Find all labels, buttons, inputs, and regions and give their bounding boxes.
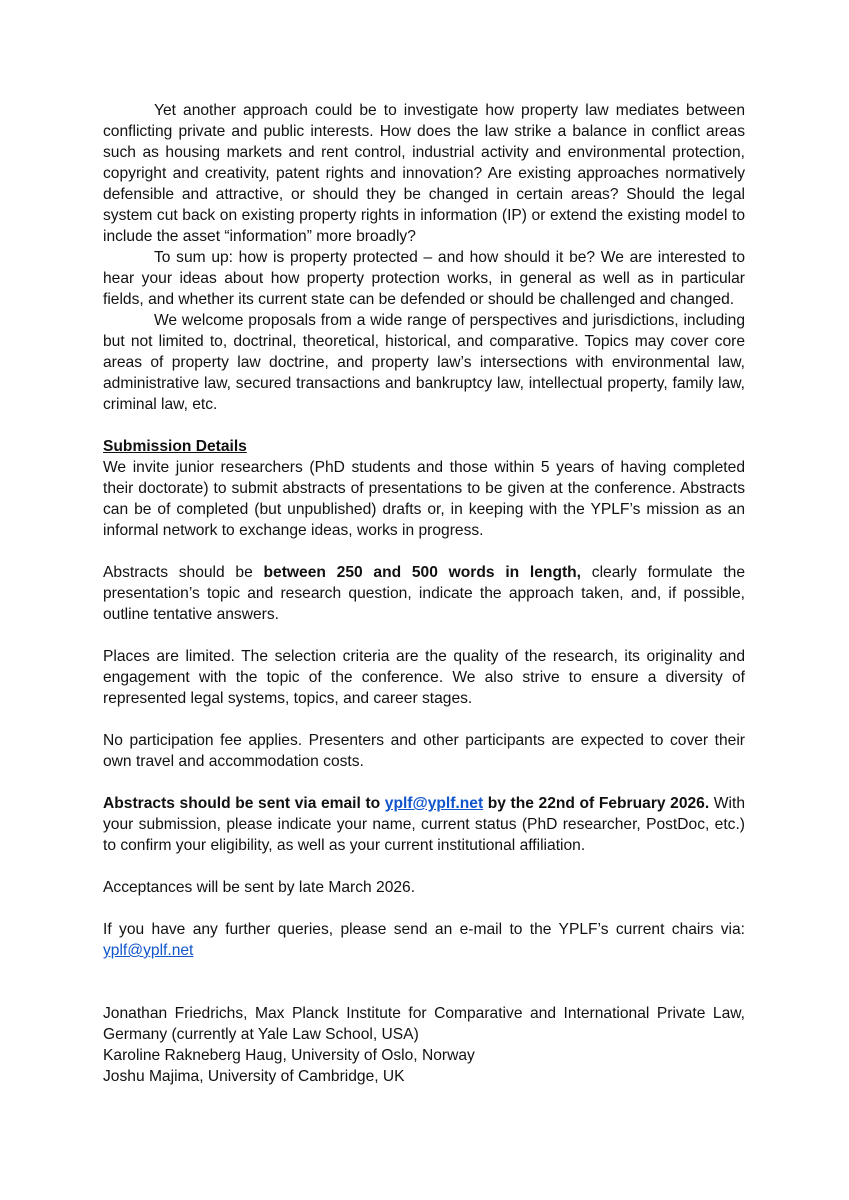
signature-majima: Joshu Majima, University of Cambridge, UK — [103, 1068, 405, 1085]
submission-email-link[interactable]: yplf@yplf.net — [384, 795, 484, 812]
email-submission-intro: Abstracts should be sent via email to — [103, 795, 385, 812]
signature-friedrichs: Jonathan Friedrichs, Max Planck Institute for Comparative and International Private Law, Germany (currently at Yale Law School, USA) — [103, 1005, 745, 1043]
paragraph-fee: No participation fee applies. Presenters and other participants are expected to cover their own travel and accommodation costs. — [103, 732, 745, 770]
paragraph-sum-up: To sum up: how is property protected – and how should it be? We are interested to hear your ideas about how property protection works, in general as well as in particular fields, and whether its current state can be defended or should be challenged and changed. — [103, 249, 745, 308]
paragraph-proposals: We welcome proposals from a wide range of perspectives and jurisdictions, including but not limited to, doctrinal, theoretical, historical, and comparative. Topics may cover core areas of property law doctrine, and property law’s intersections with environmental law, administrative law, secured transactions and bankruptcy law, intellectual property, family law, criminal law, etc. — [103, 312, 745, 413]
paragraph-email-submission — [103, 793, 745, 856]
signatures-block — [103, 1003, 745, 1087]
paragraph-acceptances: Acceptances will be sent by late March 2026. — [103, 879, 416, 896]
abstract-length-details: clearly formulate the presentation’s topic and research question, indicate the approach taken, and, if possible, outline tentative answers. — [103, 564, 745, 623]
submission-details-heading: Submission Details — [103, 438, 247, 455]
abstract-length-requirement: between 250 and 500 words in length, — [263, 564, 582, 581]
submission-deadline: by the 22nd of February 2026. — [483, 795, 710, 812]
paragraph-abstract-length — [103, 562, 745, 625]
document-page — [103, 100, 745, 1087]
paragraph-queries — [103, 919, 745, 961]
email-submission-details: With your submission, please indicate your name, current status (PhD researcher, PostDoc, etc.) to confirm your eligibility, as well as your current institutional affiliation. — [103, 795, 745, 854]
abstract-length-intro: Abstracts should be — [103, 564, 264, 581]
paragraph-property-interests: Yet another approach could be to investigate how property law mediates between conflicting private and public interests. How does the law strike a balance in conflict areas such as housing markets and rent control, industrial activity and environmental protection, copyright and creativity, patent rights and innovation? Are existing approaches normatively defensible and attractive, or should they be changed in certain areas? Should the legal system cut back on existing property rights in information (IP) or extend the existing model to include the asset “information” more broadly? — [103, 102, 745, 245]
queries-email-link[interactable]: yplf@yplf.net — [103, 942, 194, 959]
paragraph-places: Places are limited. The selection criteria are the quality of the research, its originality and engagement with the topic of the conference. We also strive to ensure a diversity of represented legal systems, topics, and career stages. — [103, 648, 745, 707]
queries-text: If you have any further queries, please send an e-mail to the YPLF’s current chairs via: — [103, 921, 745, 938]
paragraph-invite: We invite junior researchers (PhD students and those within 5 years of having completed their doctorate) to submit abstracts of presentations to be given at the conference. Abstracts can be of completed (but unpublished) drafts or, in keeping with the YPLF’s mission as an informal network to exchange ideas, works in progress. — [103, 459, 745, 539]
signature-haug: Karoline Rakneberg Haug, University of Oslo, Norway — [103, 1047, 475, 1064]
